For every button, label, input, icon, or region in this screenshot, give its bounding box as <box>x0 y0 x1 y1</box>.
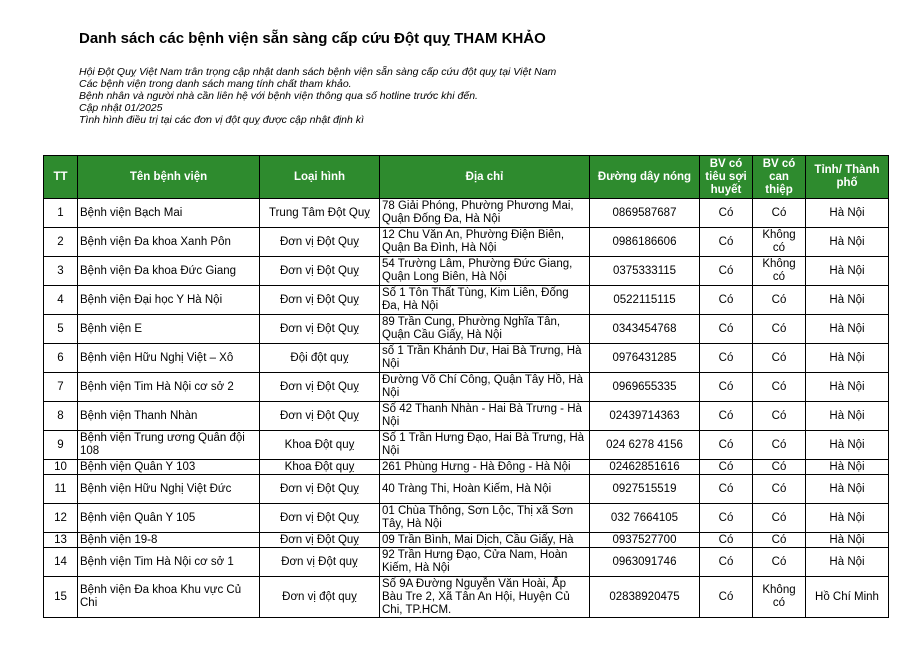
cell-thrombolysis: Có <box>700 475 753 504</box>
cell-hotline[interactable]: 032 7664105 <box>590 504 700 533</box>
cell-type: Đơn vị Đột Quỵ <box>260 475 380 504</box>
cell-province: Hà Nội <box>806 199 889 228</box>
cell-intervention: Có <box>753 475 806 504</box>
cell-tt: 11 <box>44 475 78 504</box>
hospital-table <box>43 155 889 618</box>
cell-type: Đội đột quỵ <box>260 344 380 373</box>
cell-address: 261 Phùng Hưng - Hà Đông - Hà Nội <box>380 460 590 475</box>
cell-name: Bệnh viện Bạch Mai <box>78 199 260 228</box>
cell-name: Bệnh viện Đa khoa Đức Giang <box>78 257 260 286</box>
cell-type: Trung Tâm Đột Quỵ <box>260 199 380 228</box>
cell-thrombolysis: Có <box>700 257 753 286</box>
cell-type: Đơn vị Đột Quỵ <box>260 373 380 402</box>
cell-type: Đơn vị Đột Quỵ <box>260 257 380 286</box>
cell-type: Đơn vị đột quỵ <box>260 577 380 618</box>
cell-intervention: Có <box>753 504 806 533</box>
cell-name: Bệnh viện 19-8 <box>78 533 260 548</box>
cell-hotline[interactable]: 0976431285 <box>590 344 700 373</box>
cell-thrombolysis: Có <box>700 431 753 460</box>
cell-thrombolysis: Có <box>700 344 753 373</box>
cell-address: số 1 Trần Khánh Dư, Hai Bà Trưng, Hà Nội <box>380 344 590 373</box>
cell-thrombolysis: Có <box>700 460 753 475</box>
cell-province: Hà Nội <box>806 402 889 431</box>
table-row <box>44 373 889 402</box>
cell-tt: 2 <box>44 228 78 257</box>
cell-intervention: Có <box>753 344 806 373</box>
header-tt: TT <box>44 156 78 199</box>
table-row <box>44 504 889 533</box>
cell-thrombolysis: Có <box>700 504 753 533</box>
header-province: Tỉnh/ Thành phố <box>806 156 889 199</box>
cell-intervention: Có <box>753 533 806 548</box>
cell-province: Hà Nội <box>806 548 889 577</box>
cell-intervention: Có <box>753 286 806 315</box>
cell-province: Hà Nội <box>806 228 889 257</box>
cell-thrombolysis: Có <box>700 577 753 618</box>
cell-address: Số 1 Trần Hưng Đạo, Hai Bà Trưng, Hà Nội <box>380 431 590 460</box>
cell-name: Bệnh viện Tim Hà Nội cơ sở 2 <box>78 373 260 402</box>
cell-tt: 15 <box>44 577 78 618</box>
cell-hotline[interactable]: 02439714363 <box>590 402 700 431</box>
header-thrombolysis: BV có tiêu sợi huyết <box>700 156 753 199</box>
cell-thrombolysis: Có <box>700 286 753 315</box>
cell-hotline[interactable]: 0343454768 <box>590 315 700 344</box>
table-row <box>44 257 889 286</box>
cell-hotline[interactable]: 02838920475 <box>590 577 700 618</box>
note-line: Bệnh nhân và người nhà cần liên hệ với bệnh viện thông qua số hotline trước khi đến. <box>79 90 478 102</box>
cell-address: 09 Trần Bình, Mai Dịch, Cầu Giấy, Hà <box>380 533 590 548</box>
cell-intervention: Có <box>753 431 806 460</box>
table-row <box>44 199 889 228</box>
page-title: Danh sách các bệnh viện sẵn sàng cấp cứu Đột quỵ THAM KHẢO <box>79 30 546 47</box>
cell-thrombolysis: Có <box>700 228 753 257</box>
cell-hotline[interactable]: 0522115115 <box>590 286 700 315</box>
cell-hotline[interactable]: 0927515519 <box>590 475 700 504</box>
cell-province: Hà Nội <box>806 315 889 344</box>
cell-intervention: Có <box>753 199 806 228</box>
cell-thrombolysis: Có <box>700 402 753 431</box>
cell-name: Bệnh viện Hữu Nghị Việt – Xô <box>78 344 260 373</box>
cell-address: 01 Chùa Thông, Sơn Lộc, Thị xã Sơn Tây, Hà Nội <box>380 504 590 533</box>
cell-address: 54 Trường Lâm, Phường Đức Giang, Quận Long Biên, Hà Nội <box>380 257 590 286</box>
cell-tt: 10 <box>44 460 78 475</box>
cell-hotline[interactable]: 0969655335 <box>590 373 700 402</box>
table-row <box>44 315 889 344</box>
table-row <box>44 475 889 504</box>
cell-thrombolysis: Có <box>700 199 753 228</box>
cell-intervention: Không có <box>753 257 806 286</box>
table-row <box>44 402 889 431</box>
header-address: Địa chỉ <box>380 156 590 199</box>
cell-type: Đơn vị Đột Quỵ <box>260 228 380 257</box>
cell-hotline[interactable]: 024 6278 4156 <box>590 431 700 460</box>
cell-name: Bệnh viện Quân Y 103 <box>78 460 260 475</box>
note-line: Các bệnh viện trong danh sách mang tính chất tham khảo. <box>79 78 352 90</box>
header-name: Tên bệnh viện <box>78 156 260 199</box>
cell-intervention: Có <box>753 402 806 431</box>
table-row <box>44 548 889 577</box>
cell-intervention: Có <box>753 548 806 577</box>
cell-address: Số 9A Đường Nguyễn Văn Hoài, Ấp Bàu Tre 2, Xã Tân An Hội, Huyện Củ Chi, TP.HCM. <box>380 577 590 618</box>
cell-intervention: Không có <box>753 228 806 257</box>
cell-address: Số 1 Tôn Thất Tùng, Kim Liên, Đống Đa, Hà Nội <box>380 286 590 315</box>
table-row <box>44 286 889 315</box>
cell-address: 78 Giải Phóng, Phường Phương Mai, Quận Đống Đa, Hà Nội <box>380 199 590 228</box>
cell-province: Hà Nội <box>806 344 889 373</box>
cell-thrombolysis: Có <box>700 373 753 402</box>
cell-tt: 8 <box>44 402 78 431</box>
table-row <box>44 344 889 373</box>
cell-province: Hà Nội <box>806 373 889 402</box>
cell-province: Hà Nội <box>806 257 889 286</box>
table-row <box>44 431 889 460</box>
cell-tt: 3 <box>44 257 78 286</box>
cell-hotline[interactable]: 0869587687 <box>590 199 700 228</box>
cell-tt: 13 <box>44 533 78 548</box>
cell-tt: 6 <box>44 344 78 373</box>
table-row <box>44 577 889 618</box>
cell-province: Hà Nội <box>806 475 889 504</box>
header-hotline: Đường dây nóng <box>590 156 700 199</box>
cell-province: Hà Nội <box>806 504 889 533</box>
cell-name: Bệnh viện Đa khoa Khu vực Củ Chi <box>78 577 260 618</box>
cell-thrombolysis: Có <box>700 315 753 344</box>
cell-type: Đơn vị Đột quỵ <box>260 548 380 577</box>
cell-name: Bệnh viện Đại học Y Hà Nội <box>78 286 260 315</box>
cell-tt: 7 <box>44 373 78 402</box>
cell-address: 92 Trần Hưng Đạo, Cửa Nam, Hoàn Kiếm, Hà Nội <box>380 548 590 577</box>
cell-tt: 9 <box>44 431 78 460</box>
cell-name: Bệnh viện Hữu Nghị Việt Đức <box>78 475 260 504</box>
table-row <box>44 228 889 257</box>
table-row <box>44 533 889 548</box>
cell-province: Hà Nội <box>806 431 889 460</box>
note-line: Cập nhật 01/2025 <box>79 102 163 114</box>
cell-type: Đơn vị Đột Quỵ <box>260 286 380 315</box>
cell-thrombolysis: Có <box>700 548 753 577</box>
note-line: Hội Đột Quỵ Việt Nam trân trọng cập nhật danh sách bệnh viện sẵn sàng cấp cứu đột quỵ tại Việt Nam <box>79 66 557 78</box>
cell-type: Đơn vị Đột Quỵ <box>260 533 380 548</box>
cell-address: 12 Chu Văn An, Phường Điện Biên, Quận Ba Đình, Hà Nội <box>380 228 590 257</box>
cell-hotline[interactable]: 0375333115 <box>590 257 700 286</box>
header-type: Loại hình <box>260 156 380 199</box>
cell-name: Bệnh viện E <box>78 315 260 344</box>
cell-hotline[interactable]: 0986186606 <box>590 228 700 257</box>
cell-name: Bệnh viện Trung ương Quân đội 108 <box>78 431 260 460</box>
cell-hotline[interactable]: 0963091746 <box>590 548 700 577</box>
cell-intervention: Có <box>753 315 806 344</box>
header-intervention: BV có can thiệp <box>753 156 806 199</box>
cell-hotline[interactable]: 02462851616 <box>590 460 700 475</box>
cell-tt: 12 <box>44 504 78 533</box>
cell-thrombolysis: Có <box>700 533 753 548</box>
cell-intervention: Có <box>753 373 806 402</box>
cell-type: Khoa Đột quỵ <box>260 460 380 475</box>
cell-province: Hà Nội <box>806 286 889 315</box>
cell-province: Hà Nội <box>806 460 889 475</box>
cell-name: Bệnh viện Đa khoa Xanh Pôn <box>78 228 260 257</box>
cell-type: Khoa Đột quỵ <box>260 431 380 460</box>
cell-address: 40 Tràng Thi, Hoàn Kiếm, Hà Nội <box>380 475 590 504</box>
cell-address: Đường Võ Chí Công, Quận Tây Hồ, Hà Nội <box>380 373 590 402</box>
cell-address: 89 Trần Cung, Phường Nghĩa Tân, Quận Cầu Giấy, Hà Nội <box>380 315 590 344</box>
cell-type: Đơn vị Đột Quỵ <box>260 315 380 344</box>
cell-name: Bệnh viện Tim Hà Nội cơ sở 1 <box>78 548 260 577</box>
cell-name: Bệnh viện Thanh Nhàn <box>78 402 260 431</box>
cell-province: Hà Nội <box>806 533 889 548</box>
table-row <box>44 460 889 475</box>
cell-type: Đơn vị Đột Quỵ <box>260 504 380 533</box>
cell-type: Đơn vị Đột Quỵ <box>260 402 380 431</box>
cell-intervention: Có <box>753 460 806 475</box>
note-line: Tình hình điều trị tại các đơn vị đột quỵ được cập nhật định kì <box>79 114 364 126</box>
cell-intervention: Không có <box>753 577 806 618</box>
table-header-row <box>44 156 889 199</box>
cell-tt: 4 <box>44 286 78 315</box>
cell-name: Bệnh viện Quân Y 105 <box>78 504 260 533</box>
cell-tt: 1 <box>44 199 78 228</box>
cell-province: Hồ Chí Minh <box>806 577 889 618</box>
cell-tt: 5 <box>44 315 78 344</box>
cell-hotline[interactable]: 0937527700 <box>590 533 700 548</box>
cell-address: Số 42 Thanh Nhàn - Hai Bà Trưng - Hà Nội <box>380 402 590 431</box>
cell-tt: 14 <box>44 548 78 577</box>
notes-block <box>79 66 556 126</box>
